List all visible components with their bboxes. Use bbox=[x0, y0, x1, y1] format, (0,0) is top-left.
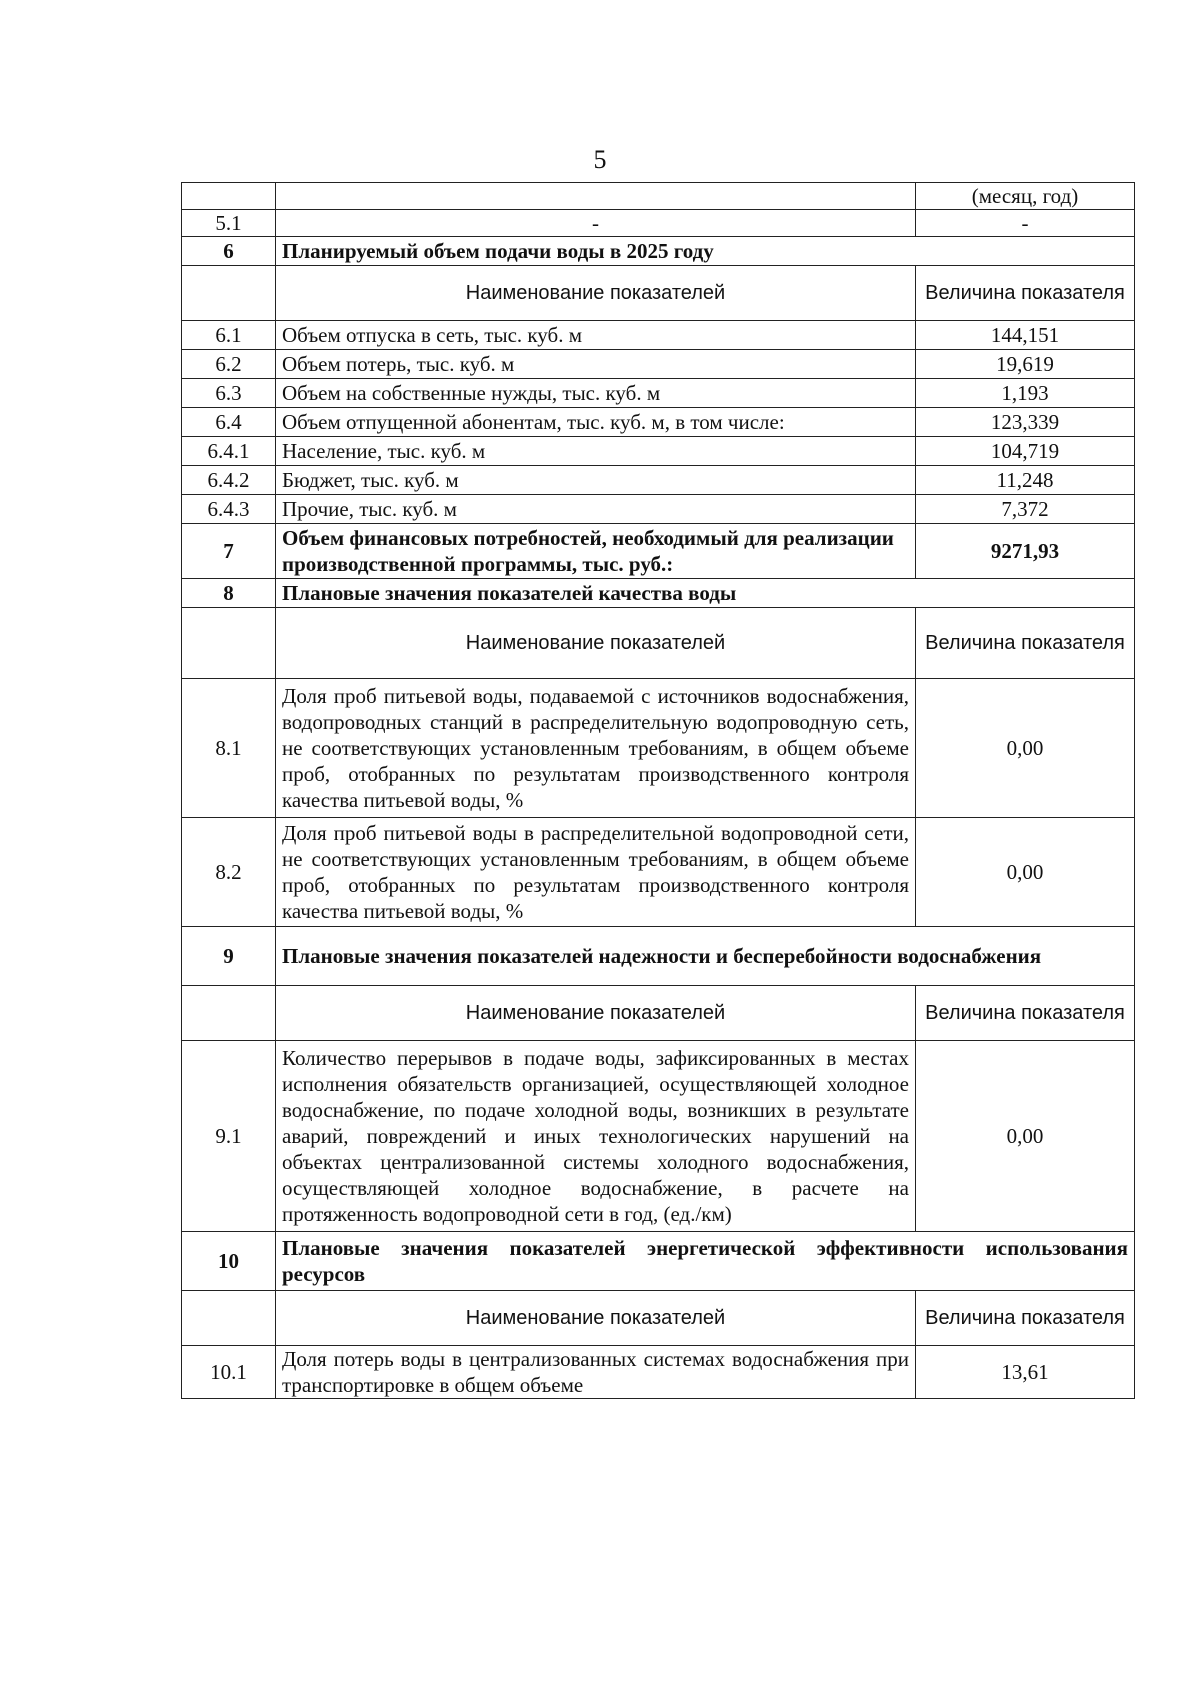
cell-unit: (месяц, год) bbox=[916, 183, 1135, 210]
cell-number bbox=[182, 1291, 276, 1346]
cell-value: 7,372 bbox=[916, 495, 1135, 524]
cell-value: 0,00 bbox=[916, 679, 1135, 818]
cell-number: 6.3 bbox=[182, 379, 276, 408]
cell-number: 6.4.3 bbox=[182, 495, 276, 524]
cell-name: Доля проб питьевой воды, подаваемой с источников водоснабжения, водопроводных станций в распределительную водопроводную сеть, не соответствующих установленным требованиям, в общем объеме проб, отобранных по результатам производственного контроля качества питьевой воды, % bbox=[276, 679, 916, 818]
header-row bbox=[182, 986, 1135, 1041]
section-number: 9 bbox=[182, 927, 276, 986]
cell-number bbox=[182, 183, 276, 210]
page-number: 5 bbox=[593, 145, 607, 174]
section-number: 8 bbox=[182, 579, 276, 608]
header-name: Наименование показателей bbox=[276, 608, 916, 679]
cell-name: Объем отпуска в сеть, тыс. куб. м bbox=[276, 321, 916, 350]
indicators-table bbox=[181, 182, 1135, 1399]
cell-number: 5.1 bbox=[182, 210, 276, 237]
table-row bbox=[182, 437, 1135, 466]
table-row bbox=[182, 679, 1135, 818]
cell-number: 6.1 bbox=[182, 321, 276, 350]
table-row bbox=[182, 183, 1135, 210]
cell-number bbox=[182, 986, 276, 1041]
section-row bbox=[182, 237, 1135, 266]
cell-value: 123,339 bbox=[916, 408, 1135, 437]
section-number: 7 bbox=[182, 524, 276, 579]
cell-value: 9271,93 bbox=[916, 524, 1135, 579]
table-row bbox=[182, 210, 1135, 237]
cell-name: Бюджет, тыс. куб. м bbox=[276, 466, 916, 495]
cell-number bbox=[182, 608, 276, 679]
section-title: Объем финансовых потребностей, необходимый для реализации производственной программы, тыс. руб.: bbox=[276, 524, 916, 579]
cell-number: 6.4 bbox=[182, 408, 276, 437]
cell-name: - bbox=[276, 210, 916, 237]
cell-value: 0,00 bbox=[916, 818, 1135, 927]
section-row bbox=[182, 1232, 1135, 1291]
cell-name: Население, тыс. куб. м bbox=[276, 437, 916, 466]
table-row bbox=[182, 379, 1135, 408]
header-value: Величина показателя bbox=[916, 1291, 1135, 1346]
header-value: Величина показателя bbox=[916, 608, 1135, 679]
cell-name: Объем потерь, тыс. куб. м bbox=[276, 350, 916, 379]
header-name: Наименование показателей bbox=[276, 266, 916, 321]
table-row bbox=[182, 818, 1135, 927]
cell-number: 6.4.2 bbox=[182, 466, 276, 495]
section-number: 10 bbox=[182, 1232, 276, 1291]
cell-number: 8.1 bbox=[182, 679, 276, 818]
table-row bbox=[182, 408, 1135, 437]
cell-value: 104,719 bbox=[916, 437, 1135, 466]
section-title: Планируемый объем подачи воды в 2025 году bbox=[276, 237, 1135, 266]
table-row bbox=[182, 1041, 1135, 1232]
cell-name bbox=[276, 183, 916, 210]
section-row bbox=[182, 927, 1135, 986]
cell-number bbox=[182, 266, 276, 321]
section-title: Плановые значения показателей надежности и бесперебойности водоснабжения bbox=[276, 927, 1135, 986]
header-row bbox=[182, 266, 1135, 321]
cell-name: Количество перерывов в подаче воды, зафиксированных в местах исполнения обязательств организацией, осуществляющей холодное водоснабжение, по подаче холодной воды, возникших в результате аварий, повреждений и иных технологических нарушений на объектах централизованной системы холодного водоснабжения, осуществляющей холодное водоснабжение, в расчете на протяженность водопроводной сети в год, (ед./км) bbox=[276, 1041, 916, 1232]
cell-number: 6.4.1 bbox=[182, 437, 276, 466]
table-row bbox=[182, 495, 1135, 524]
table-row bbox=[182, 466, 1135, 495]
section-row bbox=[182, 579, 1135, 608]
header-row bbox=[182, 608, 1135, 679]
cell-name: Объем на собственные нужды, тыс. куб. м bbox=[276, 379, 916, 408]
section-title: Плановые значения показателей энергетической эффективности использования ресурсов bbox=[276, 1232, 1135, 1291]
cell-value: 11,248 bbox=[916, 466, 1135, 495]
header-name: Наименование показателей bbox=[276, 1291, 916, 1346]
table-row bbox=[182, 321, 1135, 350]
cell-value: 13,61 bbox=[916, 1346, 1135, 1399]
cell-value: 19,619 bbox=[916, 350, 1135, 379]
cell-name: Прочие, тыс. куб. м bbox=[276, 495, 916, 524]
header-name: Наименование показателей bbox=[276, 986, 916, 1041]
cell-number: 8.2 bbox=[182, 818, 276, 927]
table-row bbox=[182, 1346, 1135, 1399]
header-row bbox=[182, 1291, 1135, 1346]
cell-number: 10.1 bbox=[182, 1346, 276, 1399]
cell-value: - bbox=[916, 210, 1135, 237]
cell-name: Доля потерь воды в централизованных системах водоснабжения при транспортировке в общем объеме bbox=[276, 1346, 916, 1399]
cell-number: 6.2 bbox=[182, 350, 276, 379]
cell-name: Доля проб питьевой воды в распределительной водопроводной сети, не соответствующих установленным требованиям, в общем объеме проб, отобранных по результатам производственного контроля качества питьевой воды, % bbox=[276, 818, 916, 927]
header-value: Величина показателя bbox=[916, 986, 1135, 1041]
header-value: Величина показателя bbox=[916, 266, 1135, 321]
section-row bbox=[182, 524, 1135, 579]
cell-value: 1,193 bbox=[916, 379, 1135, 408]
cell-value: 0,00 bbox=[916, 1041, 1135, 1232]
table-row bbox=[182, 350, 1135, 379]
section-number: 6 bbox=[182, 237, 276, 266]
cell-number: 9.1 bbox=[182, 1041, 276, 1232]
cell-name: Объем отпущенной абонентам, тыс. куб. м, в том числе: bbox=[276, 408, 916, 437]
section-title: Плановые значения показателей качества воды bbox=[276, 579, 1135, 608]
cell-value: 144,151 bbox=[916, 321, 1135, 350]
